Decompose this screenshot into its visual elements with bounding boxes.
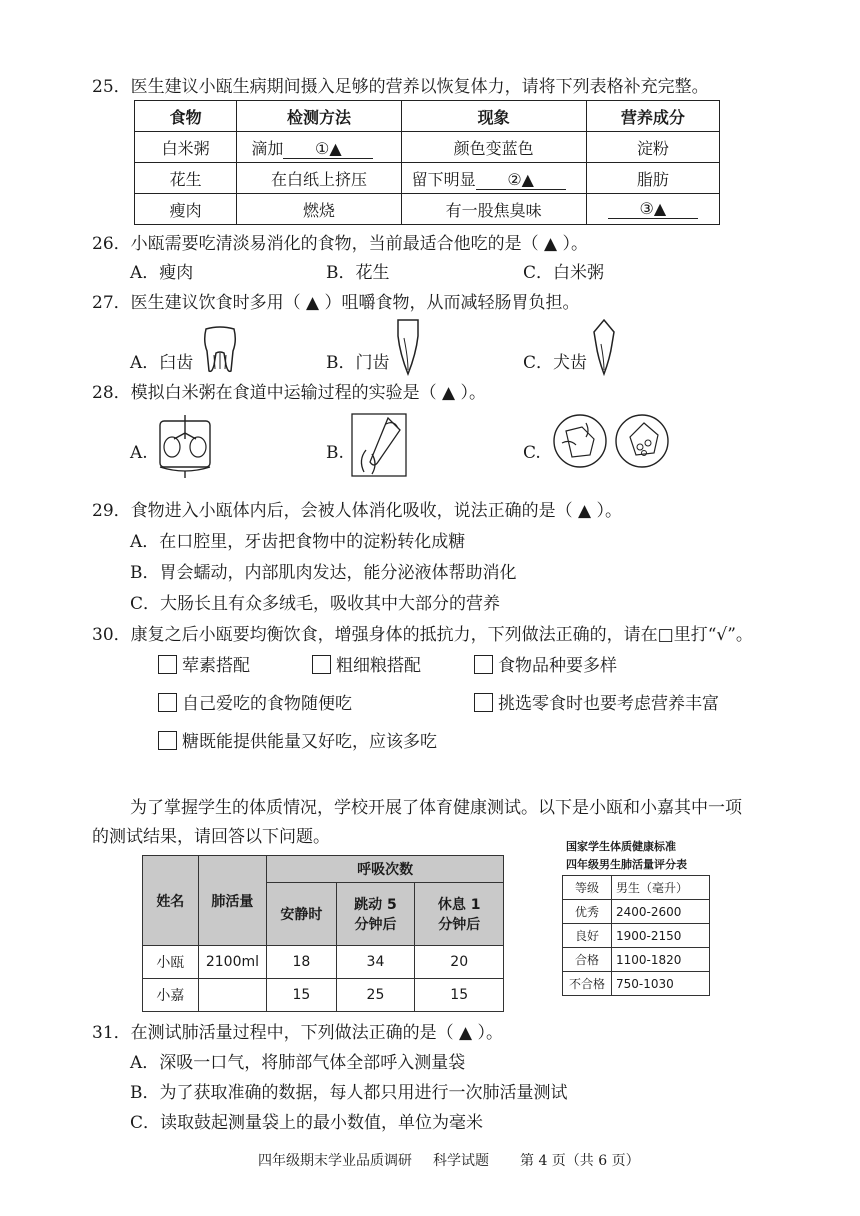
bag-squeeze-experiment-icon-2 (614, 413, 670, 469)
cell-nutrient: 淀粉 (586, 132, 719, 163)
q26-stem: 26．小瓯需要吃清淡易消化的食物，当前最适合他吃的是（ ▲ ）。 (92, 234, 589, 254)
cell-vital: 2100ml (198, 946, 267, 979)
q29-option-c[interactable]: C．大肠长且有众多绒毛，吸收其中大部分的营养 (130, 594, 501, 614)
q31-option-c[interactable]: C．读取鼓起测量袋上的最小数值，单位为毫米 (130, 1113, 484, 1133)
standard-title-2: 四年级男生肺活量评分表 (566, 858, 687, 871)
header-method: 检测方法 (237, 101, 401, 132)
cell-phenomenon: 颜色变蓝色 (401, 132, 586, 163)
choice-eat-favorite[interactable] (158, 693, 352, 715)
cell-range: 1100-1820 (612, 948, 710, 972)
table-row (563, 948, 710, 972)
q31-stem: 31．在测试肺活量过程中，下列做法正确的是（ ▲ ）。 (92, 1023, 504, 1043)
header-after-rest: 休息 1 分钟后 (415, 883, 504, 946)
molar-tooth-icon (200, 325, 240, 375)
q28-option-a[interactable]: A. (130, 443, 148, 463)
q26-option-b[interactable]: B．花生 (326, 263, 390, 283)
footer-page-number: 第 4 页（共 6 页） (520, 1153, 640, 1169)
choice-label: 糖既能提供能量又好吃，应该多吃 (182, 732, 437, 752)
table-header-row (135, 101, 720, 132)
incisor-tooth-icon (394, 318, 422, 376)
q25-stem: 25．医生建议小瓯生病期间摄入足够的营养以恢复体力，请将下列表格补充完整。 (92, 77, 709, 97)
cell-method: 燃烧 (237, 194, 401, 225)
cell-grade: 良好 (563, 924, 612, 948)
choice-food-variety[interactable] (474, 655, 617, 677)
table-row (135, 163, 720, 194)
cell-rest: 18 (267, 946, 336, 979)
choice-meat-veg[interactable] (158, 655, 250, 677)
q31-option-b[interactable]: B．为了获取准确的数据，每人都只用进行一次肺活量测试 (130, 1083, 568, 1103)
method-prefix: 滴加 (251, 138, 284, 158)
cell-method (237, 132, 401, 163)
table-row (135, 194, 720, 225)
table-row (143, 946, 504, 979)
checkbox[interactable] (158, 693, 177, 712)
q31-option-a[interactable]: A．深吸一口气，将肺部气体全部呼入测量袋 (130, 1053, 466, 1073)
cell-food: 花生 (135, 163, 237, 194)
test-results-table (142, 855, 504, 1012)
checkbox[interactable] (474, 693, 493, 712)
checkbox[interactable] (158, 655, 177, 674)
header-male: 男生（毫升） (612, 876, 710, 900)
choice-coarse-fine-grain[interactable] (312, 655, 421, 677)
choice-snack-nutrition[interactable] (474, 693, 719, 715)
cell-after-jump: 34 (336, 946, 415, 979)
table-row (135, 132, 720, 163)
cell-after-jump: 25 (336, 979, 415, 1012)
q28-stem: 28．模拟白米粥在食道中运输过程的实验是（ ▲ ）。 (92, 383, 487, 403)
q28-option-b[interactable]: B. (326, 443, 344, 463)
cell-range: 2400-2600 (612, 900, 710, 924)
q26-option-c[interactable]: C．白米粥 (523, 263, 605, 283)
q27-stem: 27．医生建议饮食时多用（ ▲ ）咀嚼食物，从而减轻肠胃负担。 (92, 293, 580, 313)
standard-title-1: 国家学生体质健康标准 (566, 840, 676, 853)
header-phenomenon: 现象 (401, 101, 586, 132)
bag-squeeze-experiment-icon-1 (552, 413, 608, 469)
answer-blank-3[interactable]: ③▲ (608, 199, 698, 219)
phenomenon-prefix: 留下明显 (411, 169, 476, 189)
cell-name: 小嘉 (143, 979, 199, 1012)
q27-option-b[interactable]: B．门齿 (326, 353, 390, 373)
table-row (143, 979, 504, 1012)
header-vital-capacity: 肺活量 (198, 856, 267, 946)
cell-vital (198, 979, 267, 1012)
footer-exam-name: 四年级期末学业品质调研 (258, 1153, 412, 1169)
checkbox[interactable] (312, 655, 331, 674)
q29-option-b[interactable]: B．胃会蠕动，内部肌肉发达，能分泌液体帮助消化 (130, 563, 517, 583)
q27-option-c[interactable]: C．犬齿 (523, 353, 588, 373)
squeezing-tube-experiment-icon (348, 410, 410, 480)
q29-stem: 29．食物进入小瓯体内后，会被人体消化吸收，说法正确的是（ ▲ ）。 (92, 501, 623, 521)
header-name: 姓名 (143, 856, 199, 946)
cell-after-rest: 20 (415, 946, 504, 979)
answer-blank-2[interactable]: ②▲ (476, 170, 566, 190)
choice-label: 挑选零食时也要考虑营养丰富 (498, 694, 719, 714)
cell-grade: 合格 (563, 948, 612, 972)
cell-method: 在白纸上挤压 (237, 163, 401, 194)
cell-phenomenon (401, 163, 586, 194)
answer-blank-1[interactable]: ①▲ (283, 139, 373, 159)
vital-capacity-standard-table (562, 875, 710, 996)
q26-option-a[interactable]: A．瘦肉 (130, 263, 194, 283)
intro-line-2: 的测试结果，请回答以下问题。 (92, 827, 330, 847)
checkbox[interactable] (158, 731, 177, 750)
cell-name: 小瓯 (143, 946, 199, 979)
choice-label: 食物品种要多样 (498, 656, 617, 676)
nutrient-test-table (134, 100, 720, 225)
cell-grade: 优秀 (563, 900, 612, 924)
header-after-jump: 跳动 5 分钟后 (336, 883, 415, 946)
cell-after-rest: 15 (415, 979, 504, 1012)
q27-option-a[interactable]: A．臼齿 (130, 353, 194, 373)
choice-label: 粗细粮搭配 (336, 656, 421, 676)
header-at-rest: 安静时 (267, 883, 336, 946)
header-breath-count: 呼吸次数 (267, 856, 504, 883)
header-grade: 等级 (563, 876, 612, 900)
choice-label: 自己爱吃的食物随便吃 (182, 694, 352, 714)
table-row (563, 900, 710, 924)
canine-tooth-icon (590, 318, 618, 376)
choice-label: 荤素搭配 (182, 656, 250, 676)
table-row (563, 924, 710, 948)
header-food: 食物 (135, 101, 237, 132)
header-nutrient: 营养成分 (586, 101, 719, 132)
choice-eat-more-sugar[interactable] (158, 731, 437, 753)
cell-range: 750-1030 (612, 972, 710, 996)
q28-option-c[interactable]: C. (523, 443, 541, 463)
checkbox[interactable] (474, 655, 493, 674)
cell-rest: 15 (267, 979, 336, 1012)
cell-nutrient: 脂肪 (586, 163, 719, 194)
cell-food: 瘦肉 (135, 194, 237, 225)
cell-phenomenon: 有一股焦臭味 (401, 194, 586, 225)
cell-nutrient (586, 194, 719, 225)
cell-range: 1900-2150 (612, 924, 710, 948)
q30-stem: 30．康复之后小瓯要均衡饮食，增强身体的抵抗力，下列做法正确的，请在□里打“√”。 (92, 625, 753, 645)
cell-grade: 不合格 (563, 972, 612, 996)
q29-option-a[interactable]: A．在口腔里，牙齿把食物中的淀粉转化成糖 (130, 532, 466, 552)
intro-line-1: 为了掌握学生的体质情况，学校开展了体育健康测试。以下是小瓯和小嘉其中一项 (130, 798, 742, 818)
table-row (563, 972, 710, 996)
footer-subject: 科学试题 (433, 1153, 489, 1169)
cell-food: 白米粥 (135, 132, 237, 163)
lung-model-experiment-icon (152, 413, 218, 479)
